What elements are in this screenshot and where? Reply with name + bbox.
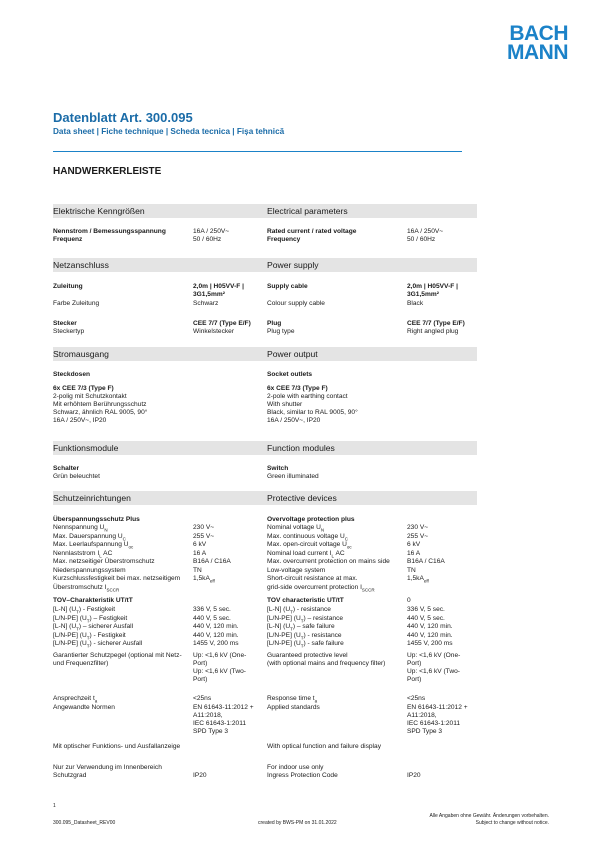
value: 50 / 60Hz	[407, 236, 436, 243]
label: Angewandte Normen	[53, 704, 115, 711]
value: Up: <1,6 kV (Two-	[407, 668, 460, 675]
text: Black, similar to RAL 9005, 90°	[267, 409, 358, 416]
section-power-supply: Netzanschluss Power supply	[53, 258, 477, 272]
tov-value: 440 V, 120 min.	[193, 631, 239, 639]
label: und Frequenzfilter)	[53, 660, 109, 667]
text: With optical function and failure display	[267, 743, 381, 750]
text: Mit erhöhtem Berührungsschutz	[53, 401, 147, 408]
tov-cell: [L/N-PE] $(U_T)$ - safe failure	[267, 640, 344, 649]
label: Response time $t_a$	[267, 695, 318, 704]
tov-cell: [L/N-PE] $(U_T)$ - Festigkeit	[53, 631, 126, 640]
row-cell: Nennspannung $U_N$	[53, 524, 108, 533]
page-title: Datenblatt Art. 300.095	[53, 110, 193, 125]
row-value: 230 V~	[407, 524, 429, 531]
text: Schwarz, ähnlich RAL 9005, 90°	[53, 409, 148, 416]
row-cell: Max. open-circuit voltage $U_{oc}$	[267, 541, 352, 550]
text: 16A / 250V~, IP20	[53, 417, 107, 424]
row-cell: Nennlaststrom $I_L$ AC	[53, 549, 113, 558]
row-cell: Max. overcurrent protection on mains side	[267, 558, 390, 565]
row-cell: Niederspannungssystem	[53, 566, 126, 574]
label: Frequency	[267, 236, 301, 243]
value: 3G1,5mm²	[407, 291, 439, 298]
value: IEC 61643-1:2011	[407, 720, 461, 727]
label: Ingress Protection Code	[267, 772, 338, 779]
value: EN 61643-11:2012 +	[193, 704, 254, 711]
value: 3G1,5mm²	[193, 291, 225, 298]
value: Schwarz	[193, 300, 219, 307]
row-cell: Nominal voltage $U_N$	[267, 524, 325, 533]
label: Plug	[267, 320, 282, 327]
label: TOV–Charakteristik UT/tT	[53, 597, 133, 604]
label: Ansprechzeit $t_a$	[53, 695, 98, 704]
doc-id: 300.095_Datasheet_REV00	[53, 820, 116, 826]
value: 2,0m | H05VV-F |	[193, 283, 244, 290]
section-electrical: Elektrische Kenngrößen Electrical parameters	[53, 204, 477, 218]
label: Socket outlets	[267, 371, 313, 378]
value: 2,0m | H05VV-F |	[407, 283, 458, 290]
row-cell: Max. Dauerspannung $U_C$	[53, 532, 126, 541]
value: A11:2018,	[407, 712, 437, 719]
value: 0	[407, 597, 411, 604]
value: Port)	[407, 676, 422, 683]
value: Black	[407, 300, 424, 307]
row-cell: Low-voltage system	[267, 566, 326, 574]
value: Port)	[407, 660, 422, 667]
value: IEC 61643-1:2011	[193, 720, 247, 727]
value: Right angled plug	[407, 328, 459, 335]
text: 2-pole with earthing contact	[267, 393, 348, 400]
section-protective-devices: Schutzeinrichtungen Protective devices	[53, 491, 477, 505]
row-value: 16 A	[407, 549, 421, 557]
row-value: 16 A	[193, 549, 207, 557]
value: Up: <1,6 kV (One-	[407, 652, 461, 659]
tov-cell: [L-N] $(U_T)$ – safe failure	[267, 623, 335, 632]
value: 16A / 250V~	[193, 228, 230, 235]
value: 50 / 60Hz	[193, 236, 222, 243]
value: Winkelstecker	[193, 328, 235, 335]
label: (with optional mains and frequency filter)	[267, 660, 386, 667]
label: Switch	[267, 465, 289, 472]
value: SPD Type 3	[193, 728, 229, 735]
text: 16A / 250V~, IP20	[267, 417, 321, 424]
value: <25ns	[193, 695, 212, 702]
tov-value: 336 V, 5 sec.	[407, 606, 445, 613]
label: Rated current / rated voltage	[267, 228, 357, 235]
tov-cell: [L/N-PE] $(U_T)$ – Festigkeit	[53, 614, 128, 623]
product-name: HANDWERKERLEISTE	[53, 166, 162, 177]
label: Nennstrom / Bemessungsspannung	[53, 228, 166, 235]
row-value: 230 V~	[193, 524, 215, 531]
row-value: 6 kV	[407, 541, 421, 548]
tov-value: 336 V, 5 sec.	[193, 606, 231, 613]
row-value: TN	[193, 566, 202, 574]
label: Colour supply cable	[267, 300, 325, 307]
created-by: created by BWS-PM on 31.01.2022	[258, 820, 337, 826]
bachmann-logo: BACH MANN	[507, 22, 568, 64]
text: Nur zur Verwendung im Innenbereich	[53, 764, 162, 771]
text: Grün beleuchtet	[53, 473, 100, 480]
label: Steckdosen	[53, 371, 91, 378]
page-subtitle: Data sheet | Fiche technique | Scheda tecnica | Fișa tehnică	[53, 127, 285, 136]
header-divider	[53, 151, 462, 152]
tov-value: 1455 V, 200 ms	[407, 640, 453, 647]
value: CEE 7/7 (Type E/F)	[407, 320, 465, 327]
label: Farbe Zuleitung	[53, 300, 100, 307]
label: 6x CEE 7/3 (Type F)	[53, 385, 114, 392]
tov-cell: [L/N-PE] $(U_T)$ - resistance	[267, 631, 342, 640]
tov-value: 440 V, 5 sec.	[193, 614, 231, 622]
value: Up: <1,6 kV (Two-	[193, 668, 246, 675]
row-value: 255 V~	[193, 532, 215, 540]
value: Port)	[193, 660, 208, 667]
tov-value: 440 V, 120 min.	[193, 623, 239, 630]
label: Overvoltage protection plus	[267, 516, 355, 523]
tov-cell: [L-N] $(U_T)$ - Festigkeit	[53, 606, 116, 615]
row-cell: Max. Leerlaufspannung $U_{oc}$	[53, 541, 134, 550]
label: Plug type	[267, 328, 295, 335]
row-cell: Short-circuit resistance at max.	[267, 575, 358, 582]
tov-value: 440 V, 5 sec.	[407, 614, 445, 622]
label: Schutzgrad	[53, 772, 87, 779]
row-cell: grid-side overcurrent protection $I_{SCCR}$	[267, 583, 375, 592]
row-value: B16A / C16A	[407, 558, 445, 565]
tov-cell: [L-N] $(U_T)$ - resistance	[267, 606, 331, 615]
row-cell: Kurzschlussfestigkeit bei max. netzseitigem	[53, 575, 181, 582]
row-cell: Max. netzseitiger Überstromschutz	[53, 558, 155, 565]
value: CEE 7/7 (Type E/F)	[193, 320, 251, 327]
tov-value: 440 V, 120 min.	[407, 631, 453, 639]
value: 16A / 250V~	[407, 228, 444, 235]
row-cell: Max. continuous voltage $U_C$	[267, 532, 348, 541]
label: Steckertyp	[53, 328, 85, 335]
row-value: TN	[407, 566, 416, 574]
text: Green illuminated	[267, 473, 319, 480]
row-cell: Überstromschutz $I_{SCCR}$	[53, 583, 120, 592]
label: Applied standards	[267, 704, 320, 711]
value: IP20	[407, 772, 421, 779]
row-value: 6 kV	[193, 541, 207, 548]
label: Stecker	[53, 320, 77, 327]
label: 6x CEE 7/3 (Type F)	[267, 385, 328, 392]
label: Schalter	[53, 465, 80, 472]
section-power-output: Stromausgang Power output	[53, 347, 477, 361]
label: Garantierter Schutzpegel (optional mit Netz-	[53, 652, 182, 659]
tov-cell: [L/N-PE] $(U_T)$ – resistance	[267, 614, 344, 623]
tov-cell: [L-N] $(U_T)$ – sicherer Ausfall	[53, 623, 134, 632]
value: A11:2018,	[193, 712, 223, 719]
tov-value: 1455 V, 200 ms	[193, 640, 239, 647]
row-cell: Nominal load current $I_L$ AC	[267, 549, 345, 558]
label: TOV characteristic UT/tT	[267, 597, 344, 604]
value: IP20	[193, 772, 207, 779]
text: 2-polig mit Schutzkontakt	[53, 393, 127, 400]
row-value: B16A / C16A	[193, 558, 231, 565]
row-value: $1,5kA_{eff}$	[193, 575, 215, 584]
label: Supply cable	[267, 283, 308, 290]
row-value: $1,5kA_{eff}$	[407, 575, 429, 584]
value: EN 61643-11:2012 +	[407, 704, 468, 711]
value: Port)	[193, 676, 208, 683]
page-number: 1	[53, 803, 56, 809]
value: <25ns	[407, 695, 426, 702]
label: Frequenz	[53, 236, 83, 243]
tov-cell: [L/N-PE] $(U_T)$ - sicherer Ausfall	[53, 640, 143, 649]
row-value: 255 V~	[407, 532, 429, 540]
label: Überspannungsschutz Plus	[53, 516, 140, 523]
value: SPD Type 3	[407, 728, 443, 735]
label: Guaranteed protective level	[267, 652, 348, 659]
disclaimer: Alle Angaben ohne Gewähr. Änderungen vorbehalten. Subject to change without notice.	[429, 813, 549, 826]
tov-value: 440 V, 120 min.	[407, 623, 453, 630]
label: Zuleitung	[53, 283, 83, 290]
value: Up: <1,6 kV (One-	[193, 652, 247, 659]
section-function-modules: Funktionsmodule Function modules	[53, 441, 477, 455]
text: Mit optischer Funktions- und Ausfallanzeige	[53, 743, 181, 750]
text: For indoor use only	[267, 764, 324, 771]
text: With shutter	[267, 401, 303, 408]
